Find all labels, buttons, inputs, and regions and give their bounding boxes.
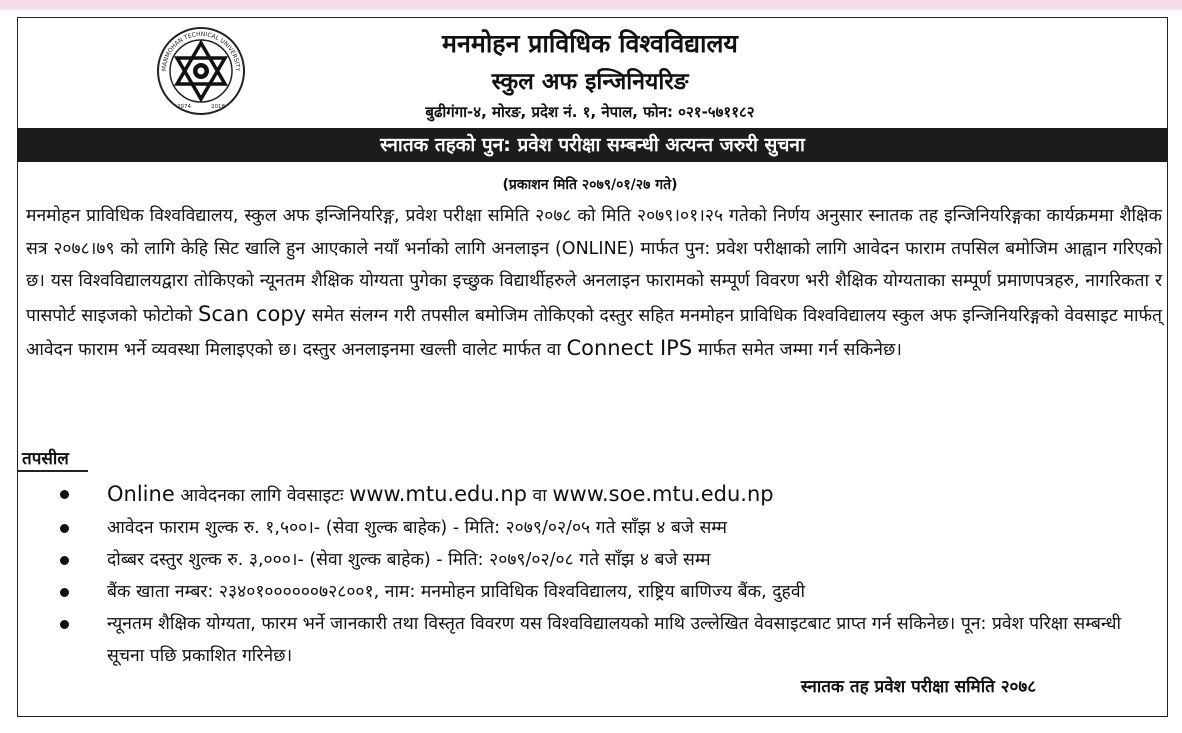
bullet-icon bbox=[60, 524, 69, 533]
website-link-mtu[interactable]: www.mtu.edu.np bbox=[349, 482, 527, 506]
list-item-text: वा bbox=[526, 486, 553, 506]
list-item-text: आवेदन फाराम शुल्क रु. १,५००।- (सेवा शुल्क बाहेक) - मिति: २०७९/०२/०५ गते साँझ ४ बजे सम्म bbox=[107, 518, 727, 538]
committee-signature: स्नातक तह प्रवेश परीक्षा समिति २०७८ bbox=[800, 677, 1037, 697]
address-line: बुढीगंगा-४, मोरङ, प्रदेश नं. १, नेपाल, फोन: ०२१-५७११८२ bbox=[425, 103, 755, 121]
bullet-icon bbox=[60, 490, 69, 499]
tapsil-heading: तपसील bbox=[22, 449, 69, 469]
connect-ips-text: Connect IPS bbox=[566, 336, 693, 360]
body-text-3: मार्फत समेत जम्मा गर्न सकिनेछ। bbox=[692, 340, 902, 360]
list-item bbox=[60, 512, 1160, 544]
online-label: Online bbox=[107, 482, 175, 506]
list-item-text: आवेदनका लागि वेवसाइटः bbox=[174, 486, 350, 506]
logo-year-left: 2074 bbox=[177, 104, 191, 110]
bullet-icon bbox=[60, 620, 69, 629]
list-item-text: बैंक खाता नम्बर: २३४०१००००००७२८००१, नाम: मनमोहन प्राविधिक विश्वविद्यालय, राष्ट्रिय बाणिज्य बैंक, दुहवी bbox=[107, 582, 806, 602]
logo-year-right: 2018 bbox=[211, 104, 225, 110]
list-item-text: दोब्बर दस्तुर शुल्क रु. ३,०००।- (सेवा शुल्क बाहेक) - मिति: २०७९/०२/०८ गते साँझ ४ बजे सम्म bbox=[107, 550, 711, 570]
bullet-icon bbox=[60, 556, 69, 565]
website-link-soe[interactable]: www.soe.mtu.edu.np bbox=[552, 482, 774, 506]
notice-body bbox=[26, 200, 1162, 367]
body-text-1: मनमोहन प्राविधिक विश्वविद्यालय, स्कुल अफ इन्जिनियरिङ्ग, प्रवेश परीक्षा समिति २०७८ को मिति २०७९।०१।२५ गतेको निर्णय अनुसार स्नातक तह इन्जिनियरिङ्गका कार्यक्रममा शैक्षिक सत्र २०७८।७९ को लागि केहि सिट खालि हुन आएकाले नयाँ भर्नाको लागि अनलाइन (ONLINE) मार्फत पुन: प्रवेश परीक्षाको लागि आवेदन फाराम तपसिल बमोजिम आह्वान गरिएको छ। यस विश्वविद्यालयद्वारा तोकिएको न्यूनतम शैक्षिक योग्यता पुगेका इच्छुक विद्यार्थीहरुले अनलाइन फारामको सम्पूर्ण विवरण भरी शैक्षिक योग्यताका सम्पूर्ण प्रमाणपत्रहरु, नागरिकता र पासपोर्ट साइजको फोटोको bbox=[26, 206, 1162, 326]
school-name: स्कुल अफ इन्जिनियरिङ bbox=[491, 69, 689, 95]
scan-copy-text: Scan copy bbox=[198, 301, 307, 326]
details-list bbox=[60, 478, 1160, 672]
logo-ring-text: MANMOHAN TECHNICAL UNIVERSITY bbox=[160, 30, 242, 72]
list-item bbox=[60, 576, 1160, 608]
university-logo bbox=[156, 26, 246, 116]
tapsil-underline bbox=[17, 470, 88, 472]
list-item bbox=[60, 608, 1160, 672]
bullet-icon bbox=[60, 588, 69, 597]
list-item-text: न्यूनतम शैक्षिक योग्यता, फारम भर्ने जानकारी तथा विस्तृत विवरण यस विश्वविद्यालयको माथि उल्लेखित वेवसाइटबाट प्राप्त गर्न सकिनेछ। पून: प्रवेश परिक्षा सम्बन्धी सूचना पछि प्रकाशित गरिनेछ। bbox=[107, 614, 1122, 666]
top-accent-strip bbox=[0, 0, 1182, 10]
publication-date: (प्रकाशन मिति २०७९/०१/२७ गते) bbox=[502, 177, 678, 193]
body-text-2: समेत संलग्न गरी तपसील बमोजिम तोकिएको दस्तुर सहित मनमोहन प्राविधिक विश्वविद्यालय स्कुल अफ इन्जिनियरिङ्गको वेवसाइट मार्फत् आवेदन फाराम भर्ने व्यवस्था मिलाइएको छ। दस्तुर अनलाइनमा खल्ती वालेट मार्फत वा bbox=[26, 305, 1162, 360]
university-name: मनमोहन प्राविधिक विश्वविद्यालय bbox=[442, 29, 738, 58]
list-item bbox=[60, 478, 1160, 512]
list-item bbox=[60, 544, 1160, 576]
notice-title: स्नातक तहको पुन: प्रवेश परीक्षा सम्बन्धी अत्यन्त जरुरी सुचना bbox=[17, 128, 1168, 162]
